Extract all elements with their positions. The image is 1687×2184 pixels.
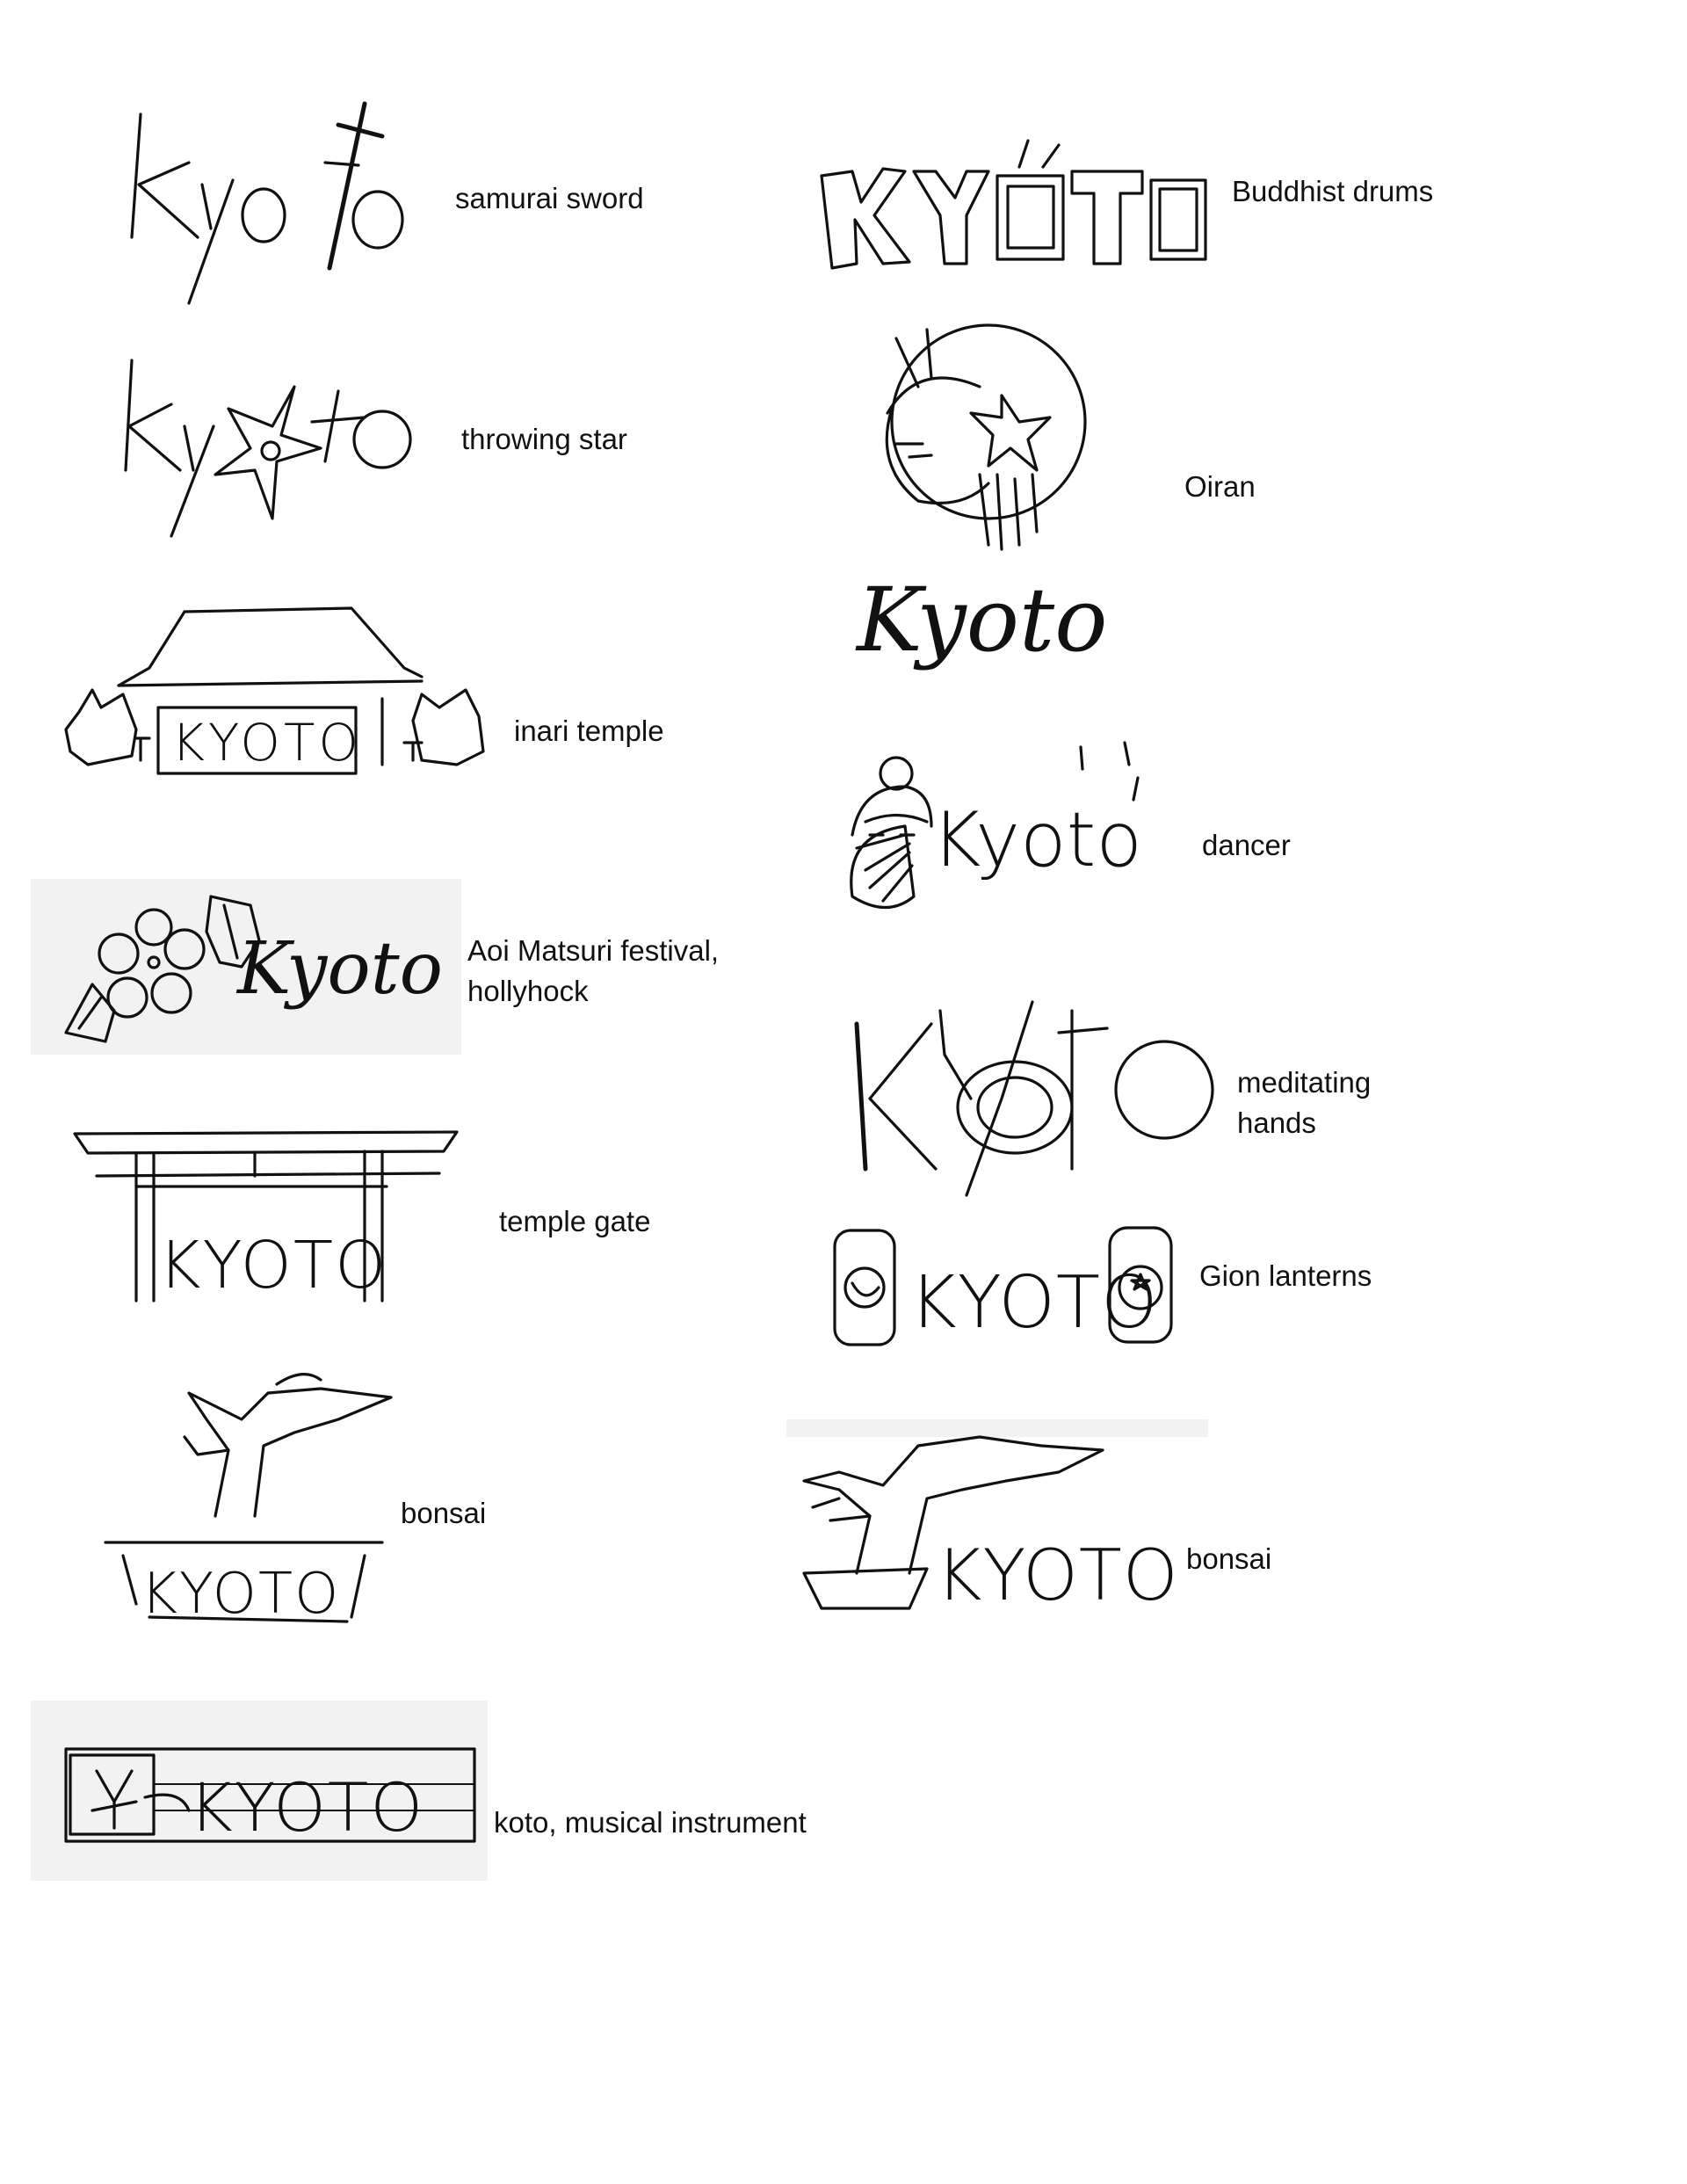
caption-temple-gate: temple gate — [499, 1205, 651, 1237]
sketch-koto — [31, 1701, 488, 1885]
caption-bonsai-left: bonsai — [401, 1497, 487, 1529]
caption-meditating-line1: meditating — [1237, 1066, 1372, 1099]
caption-throwing-star: throwing star — [461, 423, 627, 455]
svg-text:Kyoto: Kyoto — [931, 796, 1142, 884]
svg-text:KYOTO: KYOTO — [189, 1768, 425, 1847]
caption-bonsai-right: bonsai — [1186, 1542, 1272, 1575]
caption-koto: koto, musical instrument — [494, 1806, 807, 1839]
svg-text:KYOTO: KYOTO — [141, 1562, 341, 1627]
caption-oiran: Oiran — [1184, 470, 1256, 503]
caption-aoi-matsuri-line2: hollyhock — [467, 975, 589, 1007]
sketch-temple-gate — [70, 1125, 466, 1310]
caption-dancer: dancer — [1202, 829, 1291, 861]
svg-text:Kyoto: Kyoto — [237, 927, 444, 1011]
sketch-meditating-hands — [852, 993, 1221, 1195]
caption-samurai-sword: samurai sword — [455, 182, 644, 214]
sketch-gion-lanterns — [830, 1217, 1182, 1349]
sketch-dancer — [835, 738, 1169, 949]
sketch-samurai-sword — [114, 97, 413, 308]
svg-text:Kyoto: Kyoto — [857, 569, 1108, 671]
sketch-bonsai-right — [786, 1419, 1208, 1622]
svg-text:KYOTO: KYOTO — [171, 713, 363, 773]
sketch-oiran — [848, 325, 1129, 677]
caption-aoi-matsuri-line1: Aoi Matsuri festival, — [467, 934, 720, 967]
sketch-aoi-matsuri — [31, 879, 461, 1063]
svg-text:KYOTO: KYOTO — [158, 1228, 388, 1303]
svg-text:KYOTO: KYOTO — [909, 1261, 1159, 1345]
caption-meditating-line2: hands — [1237, 1107, 1316, 1139]
sketch-throwing-star — [110, 338, 417, 536]
svg-text:KYOTO: KYOTO — [936, 1535, 1179, 1616]
caption-gion-lanterns: Gion lanterns — [1199, 1259, 1372, 1292]
sketch-buddhist-drums — [822, 132, 1208, 272]
caption-buddhist-drums: Buddhist drums — [1232, 175, 1434, 207]
sketch-inari-temple — [53, 598, 501, 791]
caption-inari-temple: inari temple — [514, 715, 664, 747]
sketch-bonsai-left — [101, 1367, 391, 1639]
